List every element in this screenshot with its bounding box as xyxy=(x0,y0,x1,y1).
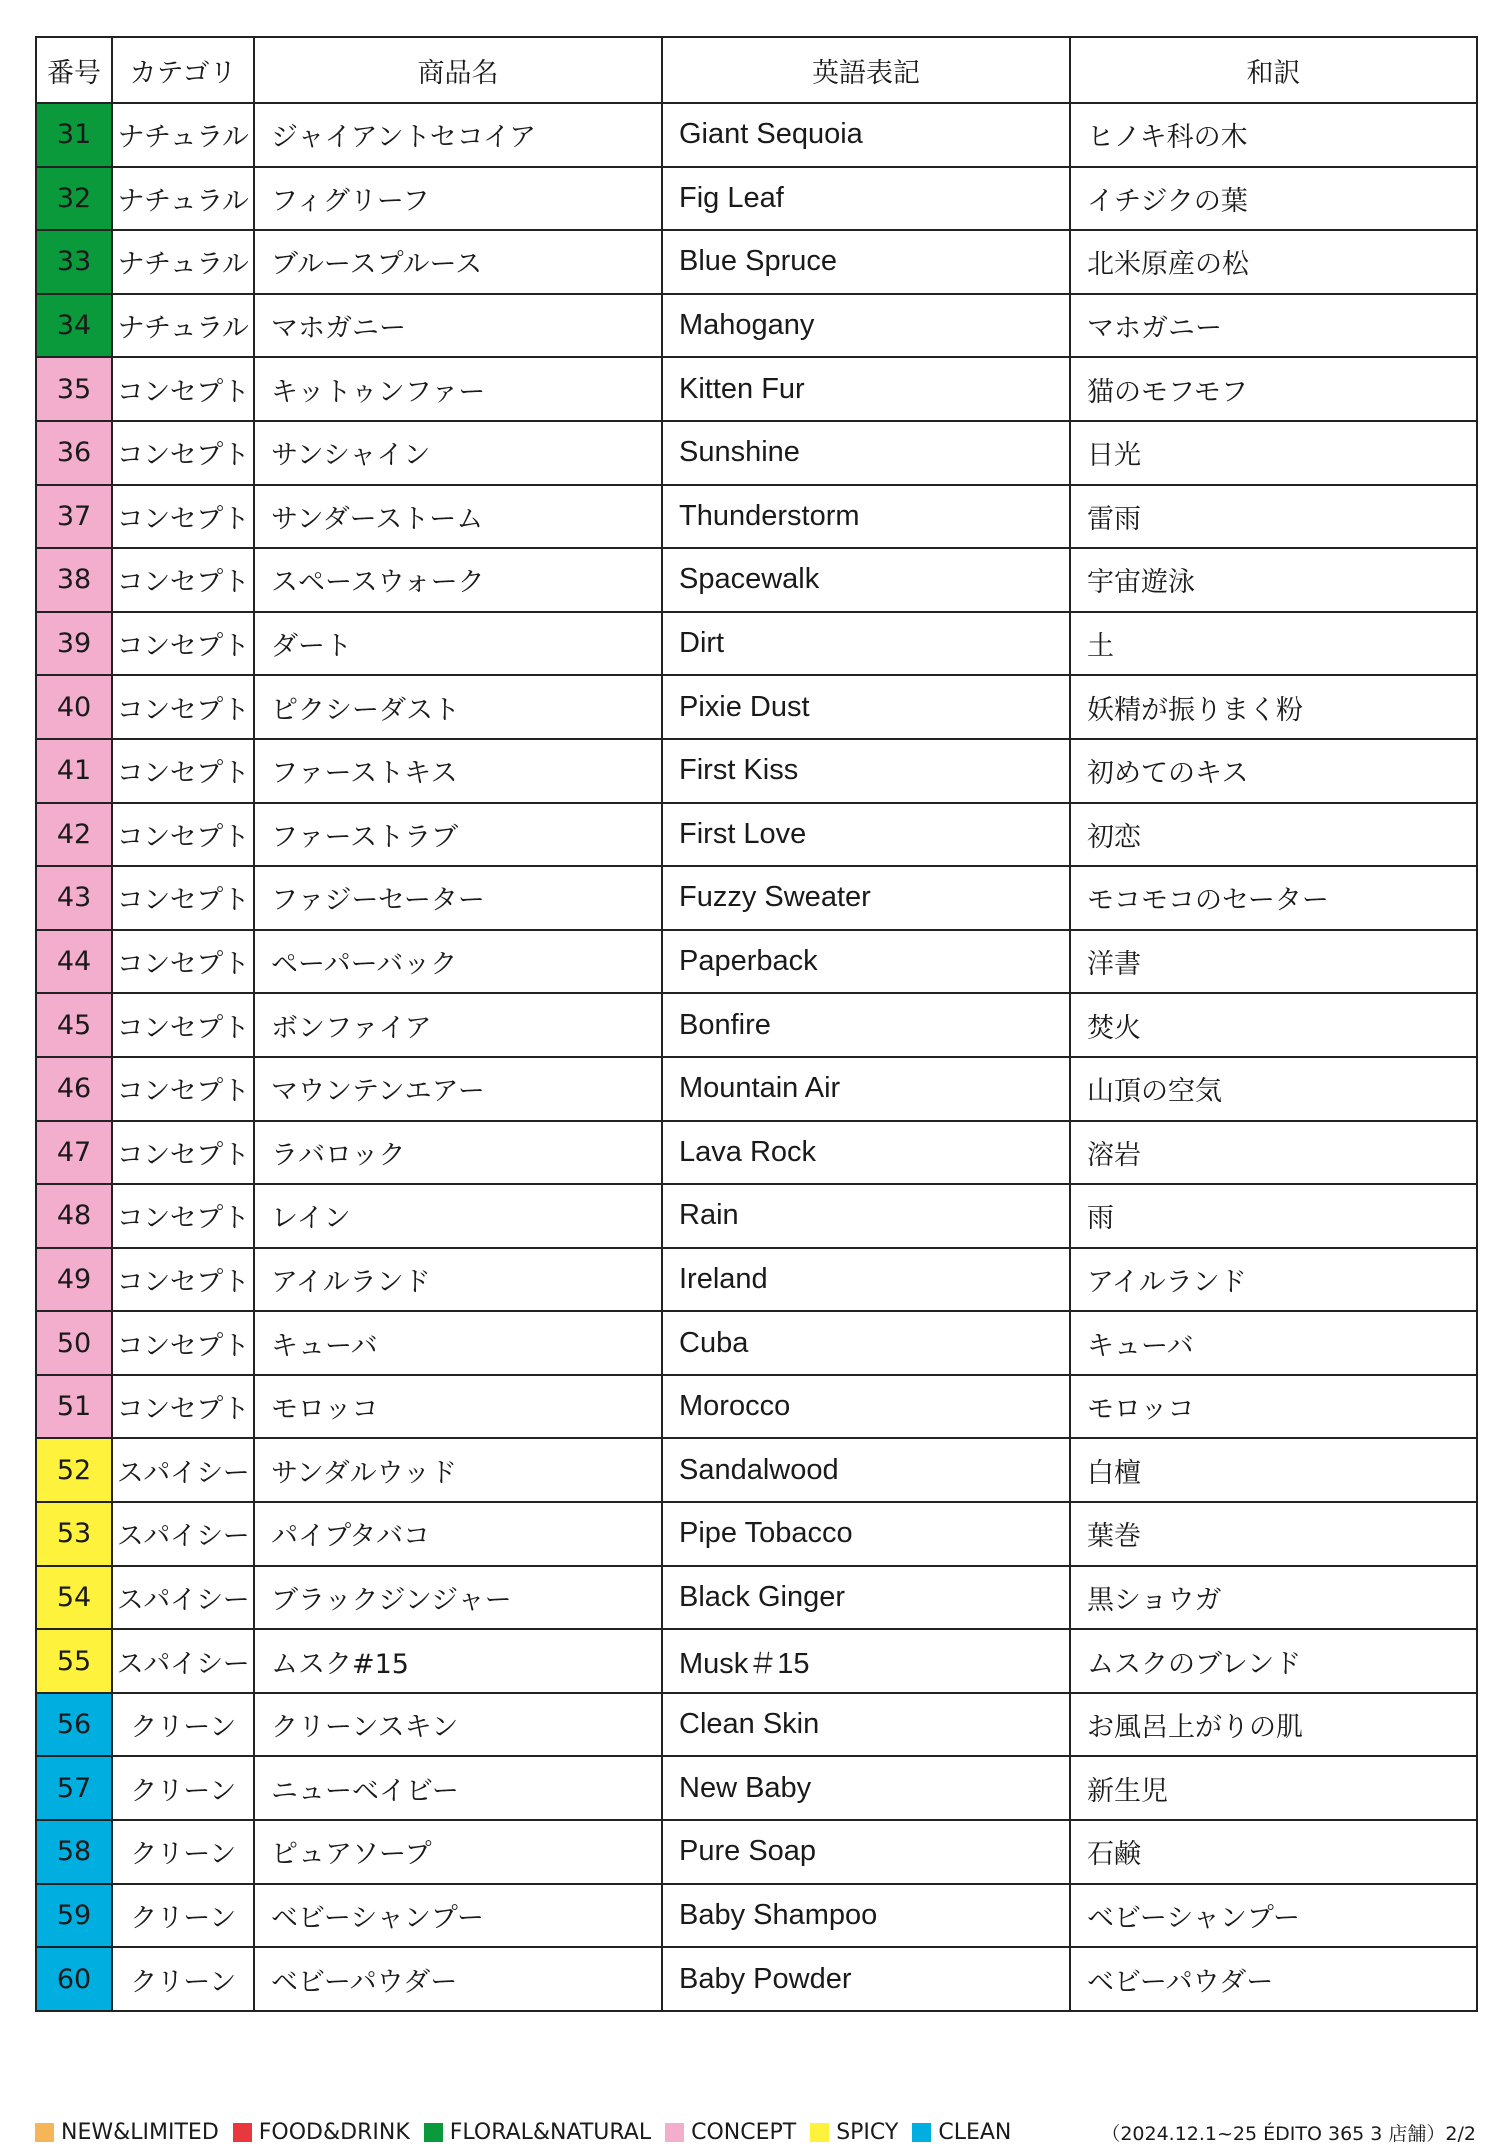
row-product-name: キューバ xyxy=(254,1311,662,1375)
legend-item xyxy=(35,2120,219,2145)
row-category: スパイシー xyxy=(112,1566,254,1630)
row-category: コンセプト xyxy=(112,548,254,612)
row-japanese-translation: イチジクの葉 xyxy=(1070,167,1477,231)
table-row xyxy=(36,1884,1477,1948)
row-category: スパイシー xyxy=(112,1438,254,1502)
legend-swatch xyxy=(810,2123,829,2142)
row-japanese-translation: 初めてのキス xyxy=(1070,739,1477,803)
row-number: 51 xyxy=(36,1375,112,1439)
row-english-name: Mountain Air xyxy=(662,1057,1070,1121)
row-category: コンセプト xyxy=(112,421,254,485)
row-japanese-translation: モロッコ xyxy=(1070,1375,1477,1439)
table-row xyxy=(36,993,1477,1057)
row-product-name: サンダーストーム xyxy=(254,485,662,549)
table-row xyxy=(36,803,1477,867)
legend-label: CLEAN xyxy=(938,2119,1012,2145)
row-japanese-translation: ベビーシャンプー xyxy=(1070,1884,1477,1948)
row-english-name: Pipe Tobacco xyxy=(662,1502,1070,1566)
legend-label: FOOD&DRINK xyxy=(258,2119,410,2145)
legend-swatch xyxy=(35,2123,54,2142)
row-english-name: New Baby xyxy=(662,1756,1070,1820)
row-product-name: ボンファイア xyxy=(254,993,662,1057)
row-category: コンセプト xyxy=(112,1375,254,1439)
row-japanese-translation: 初恋 xyxy=(1070,803,1477,867)
table-row xyxy=(36,1693,1477,1757)
row-number: 40 xyxy=(36,675,112,739)
row-product-name: マホガニー xyxy=(254,294,662,358)
row-product-name: ファーストキス xyxy=(254,739,662,803)
table-row xyxy=(36,1438,1477,1502)
row-product-name: フィグリーフ xyxy=(254,167,662,231)
row-category: コンセプト xyxy=(112,612,254,676)
row-category: コンセプト xyxy=(112,1057,254,1121)
row-product-name: レイン xyxy=(254,1184,662,1248)
header-japanese: 和訳 xyxy=(1070,37,1477,103)
row-number: 34 xyxy=(36,294,112,358)
row-product-name: ブルースプルース xyxy=(254,230,662,294)
row-category: コンセプト xyxy=(112,1184,254,1248)
row-japanese-translation: 焚火 xyxy=(1070,993,1477,1057)
legend-label: CONCEPT xyxy=(691,2119,797,2145)
row-number: 56 xyxy=(36,1693,112,1757)
row-product-name: パイプタバコ xyxy=(254,1502,662,1566)
row-japanese-translation: 黒ショウガ xyxy=(1070,1566,1477,1630)
row-english-name: Cuba xyxy=(662,1311,1070,1375)
table-row xyxy=(36,357,1477,421)
table-row xyxy=(36,1057,1477,1121)
row-english-name: Lava Rock xyxy=(662,1121,1070,1185)
row-english-name: First Kiss xyxy=(662,739,1070,803)
row-english-name: Giant Sequoia xyxy=(662,103,1070,167)
row-english-name: Baby Shampoo xyxy=(662,1884,1070,1948)
row-product-name: ラバロック xyxy=(254,1121,662,1185)
row-japanese-translation: 北米原産の松 xyxy=(1070,230,1477,294)
row-category: コンセプト xyxy=(112,1248,254,1312)
row-category: ナチュラル xyxy=(112,294,254,358)
row-number: 47 xyxy=(36,1121,112,1185)
row-japanese-translation: 石鹸 xyxy=(1070,1820,1477,1884)
row-number: 46 xyxy=(36,1057,112,1121)
row-category: コンセプト xyxy=(112,930,254,994)
table-row xyxy=(36,930,1477,994)
row-product-name: ブラックジンジャー xyxy=(254,1566,662,1630)
table-row xyxy=(36,1502,1477,1566)
row-japanese-translation: 宇宙遊泳 xyxy=(1070,548,1477,612)
row-number: 35 xyxy=(36,357,112,421)
row-english-name: Bonfire xyxy=(662,993,1070,1057)
row-number: 32 xyxy=(36,167,112,231)
row-english-name: Mahogany xyxy=(662,294,1070,358)
row-product-name: ダート xyxy=(254,612,662,676)
row-japanese-translation: お風呂上がりの肌 xyxy=(1070,1693,1477,1757)
row-english-name: Musk＃15 xyxy=(662,1629,1070,1693)
row-japanese-translation: ベビーパウダー xyxy=(1070,1947,1477,2011)
table-row xyxy=(36,421,1477,485)
legend-item xyxy=(665,2120,796,2145)
row-category: コンセプト xyxy=(112,1121,254,1185)
row-product-name: サンダルウッド xyxy=(254,1438,662,1502)
row-category: コンセプト xyxy=(112,803,254,867)
table-row xyxy=(36,1629,1477,1693)
row-japanese-translation: 日光 xyxy=(1070,421,1477,485)
table-row xyxy=(36,612,1477,676)
row-english-name: Dirt xyxy=(662,612,1070,676)
row-number: 41 xyxy=(36,739,112,803)
row-english-name: Morocco xyxy=(662,1375,1070,1439)
row-product-name: ペーパーバック xyxy=(254,930,662,994)
row-japanese-translation: アイルランド xyxy=(1070,1248,1477,1312)
table-row xyxy=(36,1311,1477,1375)
table-row xyxy=(36,675,1477,739)
row-japanese-translation: ヒノキ科の木 xyxy=(1070,103,1477,167)
row-english-name: Black Ginger xyxy=(662,1566,1070,1630)
row-number: 60 xyxy=(36,1947,112,2011)
row-number: 52 xyxy=(36,1438,112,1502)
row-category: ナチュラル xyxy=(112,167,254,231)
legend-swatch xyxy=(233,2123,252,2142)
table-row xyxy=(36,1248,1477,1312)
row-japanese-translation: 猫のモフモフ xyxy=(1070,357,1477,421)
row-number: 50 xyxy=(36,1311,112,1375)
row-product-name: モロッコ xyxy=(254,1375,662,1439)
table-row xyxy=(36,1947,1477,2011)
row-english-name: Pixie Dust xyxy=(662,675,1070,739)
table-header-row xyxy=(36,37,1477,103)
table-row xyxy=(36,103,1477,167)
row-product-name: ファーストラブ xyxy=(254,803,662,867)
row-category: コンセプト xyxy=(112,485,254,549)
row-english-name: Baby Powder xyxy=(662,1947,1070,2011)
row-english-name: Paperback xyxy=(662,930,1070,994)
row-product-name: マウンテンエアー xyxy=(254,1057,662,1121)
row-number: 57 xyxy=(36,1756,112,1820)
row-category: クリーン xyxy=(112,1884,254,1948)
category-legend xyxy=(35,2118,1476,2146)
row-number: 31 xyxy=(36,103,112,167)
row-japanese-translation: 雷雨 xyxy=(1070,485,1477,549)
legend-swatch xyxy=(912,2123,931,2142)
header-name: 商品名 xyxy=(254,37,662,103)
row-japanese-translation: 溶岩 xyxy=(1070,1121,1477,1185)
row-japanese-translation: 洋書 xyxy=(1070,930,1477,994)
table-row xyxy=(36,1184,1477,1248)
row-category: コンセプト xyxy=(112,357,254,421)
table-row xyxy=(36,1566,1477,1630)
product-table xyxy=(35,36,1478,2012)
row-english-name: First Love xyxy=(662,803,1070,867)
table-row xyxy=(36,485,1477,549)
row-english-name: Ireland xyxy=(662,1248,1070,1312)
row-english-name: Sunshine xyxy=(662,421,1070,485)
row-japanese-translation: 葉巻 xyxy=(1070,1502,1477,1566)
row-product-name: ピュアソープ xyxy=(254,1820,662,1884)
row-english-name: Fuzzy Sweater xyxy=(662,866,1070,930)
row-product-name: ファジーセーター xyxy=(254,866,662,930)
legend-item xyxy=(233,2120,410,2145)
row-category: コンセプト xyxy=(112,993,254,1057)
row-number: 43 xyxy=(36,866,112,930)
row-number: 58 xyxy=(36,1820,112,1884)
row-japanese-translation: 土 xyxy=(1070,612,1477,676)
legend-label: SPICY xyxy=(836,2119,899,2145)
row-product-name: ベビーシャンプー xyxy=(254,1884,662,1948)
row-number: 36 xyxy=(36,421,112,485)
table-row xyxy=(36,1756,1477,1820)
header-category: カテゴリ xyxy=(112,37,254,103)
header-num: 番号 xyxy=(36,37,112,103)
table-row xyxy=(36,294,1477,358)
row-english-name: Rain xyxy=(662,1184,1070,1248)
row-english-name: Kitten Fur xyxy=(662,357,1070,421)
row-number: 48 xyxy=(36,1184,112,1248)
table-row xyxy=(36,167,1477,231)
row-category: クリーン xyxy=(112,1820,254,1884)
row-japanese-translation: 山頂の空気 xyxy=(1070,1057,1477,1121)
row-english-name: Blue Spruce xyxy=(662,230,1070,294)
row-number: 59 xyxy=(36,1884,112,1948)
row-product-name: ベビーパウダー xyxy=(254,1947,662,2011)
table-row xyxy=(36,866,1477,930)
row-product-name: クリーンスキン xyxy=(254,1693,662,1757)
row-number: 38 xyxy=(36,548,112,612)
row-japanese-translation: マホガニー xyxy=(1070,294,1477,358)
row-product-name: キットゥンファー xyxy=(254,357,662,421)
row-category: ナチュラル xyxy=(112,230,254,294)
row-product-name: ピクシーダスト xyxy=(254,675,662,739)
row-product-name: ニューベイビー xyxy=(254,1756,662,1820)
row-category: コンセプト xyxy=(112,1311,254,1375)
legend-item xyxy=(424,2120,651,2145)
header-english: 英語表記 xyxy=(662,37,1070,103)
row-category: コンセプト xyxy=(112,675,254,739)
row-number: 37 xyxy=(36,485,112,549)
row-english-name: Spacewalk xyxy=(662,548,1070,612)
table-row xyxy=(36,230,1477,294)
row-number: 53 xyxy=(36,1502,112,1566)
row-category: クリーン xyxy=(112,1693,254,1757)
table-row xyxy=(36,1375,1477,1439)
row-japanese-translation: モコモコのセーター xyxy=(1070,866,1477,930)
row-category: スパイシー xyxy=(112,1629,254,1693)
row-japanese-translation: 白檀 xyxy=(1070,1438,1477,1502)
row-number: 49 xyxy=(36,1248,112,1312)
row-japanese-translation: キューバ xyxy=(1070,1311,1477,1375)
row-japanese-translation: ムスクのブレンド xyxy=(1070,1629,1477,1693)
row-japanese-translation: 新生児 xyxy=(1070,1756,1477,1820)
row-category: クリーン xyxy=(112,1756,254,1820)
row-number: 39 xyxy=(36,612,112,676)
row-number: 45 xyxy=(36,993,112,1057)
legend-swatch xyxy=(424,2123,443,2142)
row-category: コンセプト xyxy=(112,866,254,930)
row-number: 44 xyxy=(36,930,112,994)
legend-items xyxy=(35,2120,1025,2145)
legend-label: FLORAL&NATURAL xyxy=(449,2119,652,2145)
page-footnote: （2024.12.1~25 ÉDITO 365 3 店舗）2/2 xyxy=(1101,2122,1476,2145)
table-row xyxy=(36,739,1477,803)
row-product-name: アイルランド xyxy=(254,1248,662,1312)
table-row xyxy=(36,1820,1477,1884)
table-row xyxy=(36,548,1477,612)
row-category: スパイシー xyxy=(112,1502,254,1566)
legend-item xyxy=(912,2120,1011,2145)
row-product-name: スペースウォーク xyxy=(254,548,662,612)
row-english-name: Sandalwood xyxy=(662,1438,1070,1502)
row-english-name: Clean Skin xyxy=(662,1693,1070,1757)
row-english-name: Fig Leaf xyxy=(662,167,1070,231)
table-row xyxy=(36,1121,1477,1185)
row-category: クリーン xyxy=(112,1947,254,2011)
row-product-name: ジャイアントセコイア xyxy=(254,103,662,167)
row-number: 33 xyxy=(36,230,112,294)
table-body xyxy=(36,103,1477,2011)
row-number: 54 xyxy=(36,1566,112,1630)
row-english-name: Thunderstorm xyxy=(662,485,1070,549)
legend-swatch xyxy=(665,2123,684,2142)
legend-label: NEW&LIMITED xyxy=(61,2119,219,2145)
row-category: コンセプト xyxy=(112,739,254,803)
row-number: 42 xyxy=(36,803,112,867)
legend-item xyxy=(810,2120,898,2145)
row-category: ナチュラル xyxy=(112,103,254,167)
row-japanese-translation: 妖精が振りまく粉 xyxy=(1070,675,1477,739)
row-product-name: サンシャイン xyxy=(254,421,662,485)
row-number: 55 xyxy=(36,1629,112,1693)
row-product-name: ムスク#15 xyxy=(254,1629,662,1693)
row-english-name: Pure Soap xyxy=(662,1820,1070,1884)
row-japanese-translation: 雨 xyxy=(1070,1184,1477,1248)
